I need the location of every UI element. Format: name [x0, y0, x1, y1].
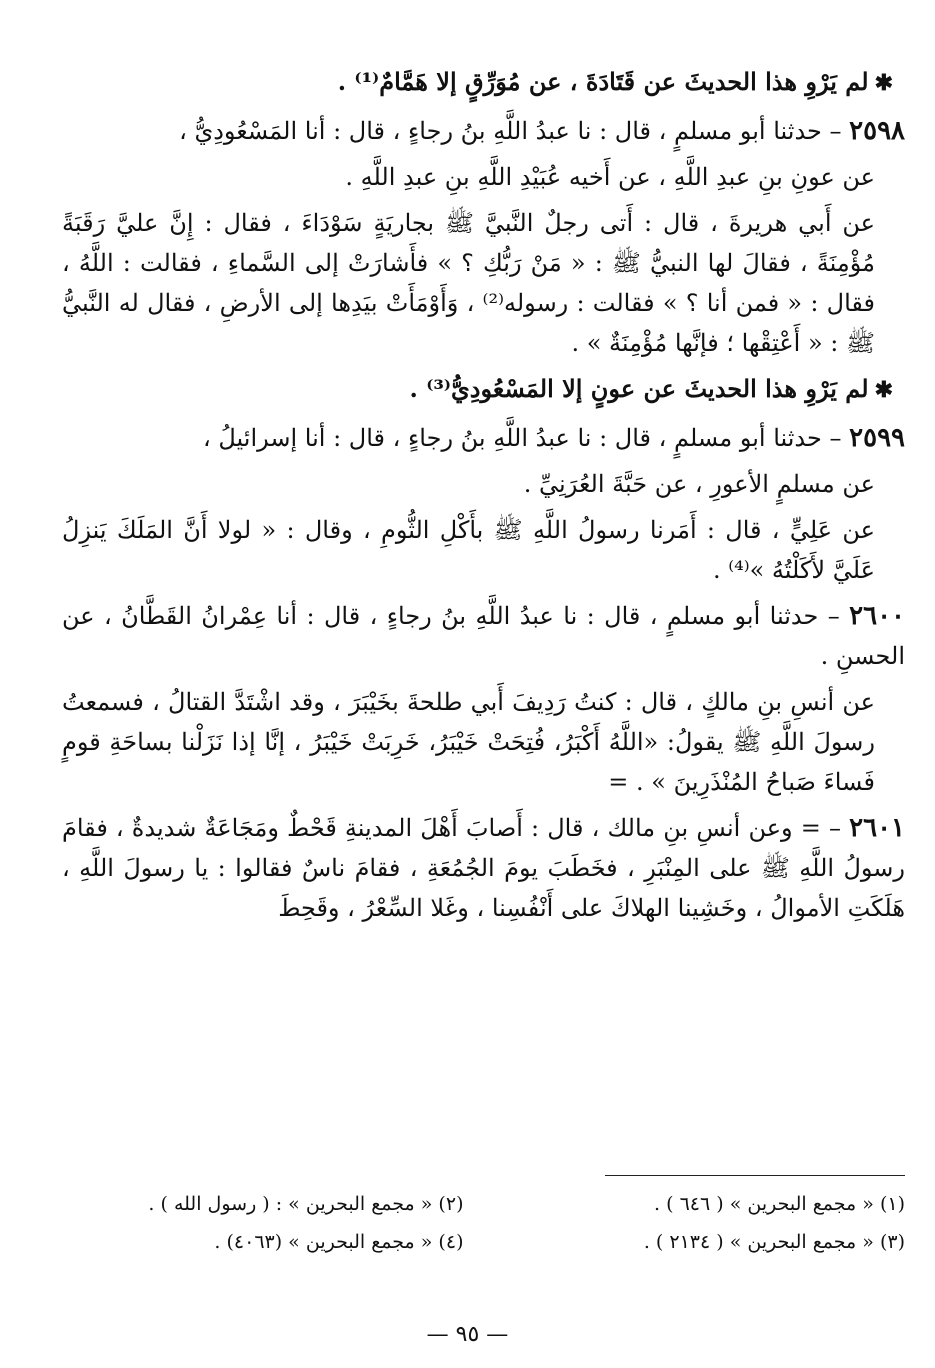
footnote-4: (٤) « مجمع البحرين » (٤٠٦٣) . [214, 1231, 464, 1253]
note-text-1: لم يَرْوِ هذا الحديثَ عن قَتَادَةَ ، عن مُوَرِّقٍ إلا هَمَّامٌ⁽¹⁾ . [337, 67, 869, 96]
note-line-1 [62, 62, 893, 103]
hadith-2600-isnad: حدثنا أبو مسلمٍ ، قال : نا عبدُ اللَّهِ بنُ رجاءٍ ، قال : أنا عِمْرانُ القَطَّانُ ، عن الحسنِ . [62, 602, 905, 670]
hadith-2598-isnad-2: عن عونِ بنِ عبدِ اللَّهِ ، عن أَخيه عُبَيْدِ اللَّهِ بنِ عبدِ اللَّهِ . [345, 163, 875, 191]
star-icon: ✱ [874, 377, 893, 403]
footnotes [62, 1188, 905, 1258]
note-text-2: لم يَرْوِ هذا الحديثَ عن عونٍ إلا المَسْعُودِيُّ⁽³⁾ . [409, 374, 869, 403]
hadith-2598: ٢٥٩٨ – حدثنا أبو مسلمٍ ، قال : نا عبدُ اللَّهِ بنُ رجاءٍ ، قال : أنا المَسْعُودِيُّ ، عن عونِ بنِ عبدِ اللَّهِ ، عن أَخيه عُبَيْدِ اللَّهِ بنِ عبدِ اللَّهِ . عن أَبي هريرةَ ، قال : أَتى رجلٌ النَّبيَّ ﷺ بجاريَةٍ سَوْدَاءَ ، فقال : إِنَّ عليَّ رَقَبَةً مُؤْمِنَةً ، فقالَ لها النبيُّ ﷺ : « مَنْ رَبُّكِ ؟ » فأَشارَتْ إلى السَّماءِ ، فقالت : اللَّهُ ، فقال : « فمن أنا ؟ » فقالت : رسوله⁽²⁾ ، وَأَوْمَأَتْ بيَدِها إلى الأرضِ ، فقال له النَّبيُّ ﷺ : « أَعْتِقْها ؛ فإنَّها مُؤْمِنَةٌ » . [62, 111, 905, 363]
hadith-2599-isnad-2: عن مسلمٍ الأعورِ ، عن حَبَّةَ العُرَنِيِّ . [523, 470, 875, 498]
hadith-number-2600: ٢٦٠٠ [849, 601, 905, 631]
hadith-2601-text: = وعن أنسِ بنِ مالك ، قال : أَصابَ أَهْلَ المدينةِ قَحْطٌ ومَجَاعَةٌ شديدةٌ ، فقامَ رسولُ اللَّهِ ﷺ على المِنْبَرِ ، فخَطَبَ يومَ الجُمُعَةِ ، فقامَ ناسٌ فقالوا : يا رسولَ اللَّهِ ، هَلَكَتِ الأموالُ ، وخَشِينا الهلاكَ على أَنْفُسِنا ، وغَلا السِّعْرُ ، وقَحِطَ [62, 814, 905, 922]
hadith-number-2601: ٢٦٠١ [849, 813, 905, 843]
footnote-divider [605, 1175, 905, 1176]
hadith-2599: ٢٥٩٩ – حدثنا أبو مسلمٍ ، قال : نا عبدُ اللَّهِ بنُ رجاءٍ ، قال : أنا إسرائيلُ ، عن مسلمٍ الأعورِ ، عن حَبَّةَ العُرَنِيِّ . عن عَلِيٍّ ، قال : أَمَرنا رسولُ اللَّهِ ﷺ بأَكْلِ الثُّومِ ، وقال : « لولا أَنَّ المَلَكَ يَنزِلُ عَلَيَّ لأَكَلْتُهُ »⁽⁴⁾ . [62, 418, 905, 590]
note-line-2 [62, 369, 893, 410]
footnote-3: (٣) « مجمع البحرين » ( ٢١٣٤ ) . [643, 1231, 905, 1253]
footnote-1: (١) « مجمع البحرين » ( ٦٤٦ ) . [654, 1193, 905, 1215]
page-body [62, 62, 905, 1362]
page-number: — ٩٥ — [426, 1322, 509, 1347]
hadith-2599-matn: عن عَلِيٍّ ، قال : أَمَرنا رسولُ اللَّهِ ﷺ بأَكْلِ الثُّومِ ، وقال : « لولا أَنَّ المَلَكَ يَنزِلُ عَلَيَّ لأَكَلْتُهُ »⁽⁴⁾ . [62, 516, 875, 584]
star-icon: ✱ [874, 70, 893, 96]
hadith-2598-matn: عن أَبي هريرةَ ، قال : أَتى رجلٌ النَّبيَّ ﷺ بجاريَةٍ سَوْدَاءَ ، فقال : إِنَّ عليَّ رَقَبَةً مُؤْمِنَةً ، فقالَ لها النبيُّ ﷺ : « مَنْ رَبُّكِ ؟ » فأَشارَتْ إلى السَّماءِ ، فقالت : اللَّهُ ، فقال : « فمن أنا ؟ » فقالت : رسوله⁽²⁾ ، وَأَوْمَأَتْ بيَدِها إلى الأرضِ ، فقال له النَّبيُّ ﷺ : « أَعْتِقْها ؛ فإنَّها مُؤْمِنَةٌ » . [62, 209, 875, 357]
hadith-2599-isnad-1: حدثنا أبو مسلمٍ ، قال : نا عبدُ اللَّهِ بنُ رجاءٍ ، قال : أنا إسرائيلُ ، [202, 424, 822, 452]
hadith-2600-matn: عن أنسِ بنِ مالكٍ ، قال : كنتُ رَدِيفَ أَبي طلحةَ بخَيْبَرَ ، وقد اشْتَدَّ القتالُ ، فسمعتُ رسولَ اللَّهِ ﷺ يقولُ: «اللَّهُ أَكْبَرُ، فُتِحَتْ خَيْبَرُ، خَرِبَتْ خَيْبَرُ ، إنَّا إذا نَزَلْنا بساحَةِ قومٍ فَساءَ صَباحُ المُنْذَرِينَ » . = [62, 688, 875, 796]
hadith-number-2599: ٢٥٩٩ [849, 423, 905, 453]
hadith-2601: ٢٦٠١ – = وعن أنسِ بنِ مالك ، قال : أَصابَ أَهْلَ المدينةِ قَحْطٌ ومَجَاعَةٌ شديدةٌ ، فقامَ رسولُ اللَّهِ ﷺ على المِنْبَرِ ، فخَطَبَ يومَ الجُمُعَةِ ، فقامَ ناسٌ فقالوا : يا رسولَ اللَّهِ ، هَلَكَتِ الأموالُ ، وخَشِينا الهلاكَ على أَنْفُسِنا ، وغَلا السِّعْرُ ، وقَحِطَ [62, 813, 905, 922]
hadith-2600: ٢٦٠٠ – حدثنا أبو مسلمٍ ، قال : نا عبدُ اللَّهِ بنُ رجاءٍ ، قال : أنا عِمْرانُ القَطَّانُ ، عن الحسنِ . عن أنسِ بنِ مالكٍ ، قال : كنتُ رَدِيفَ أَبي طلحةَ بخَيْبَرَ ، وقد اشْتَدَّ القتالُ ، فسمعتُ رسولَ اللَّهِ ﷺ يقولُ: «اللَّهُ أَكْبَرُ، فُتِحَتْ خَيْبَرُ، خَرِبَتْ خَيْبَرُ ، إنَّا إذا نَزَلْنا بساحَةِ قومٍ فَساءَ صَباحُ المُنْذَرِينَ » . = [62, 596, 905, 802]
footnote-2: (٢) « مجمع البحرين » : ( رسول الله ) . [148, 1193, 464, 1215]
hadith-2598-isnad-1: حدثنا أبو مسلمٍ ، قال : نا عبدُ اللَّهِ بنُ رجاءٍ ، قال : أنا المَسْعُودِيُّ ، [179, 117, 822, 145]
hadith-number-2598: ٢٥٩٨ [849, 116, 905, 146]
